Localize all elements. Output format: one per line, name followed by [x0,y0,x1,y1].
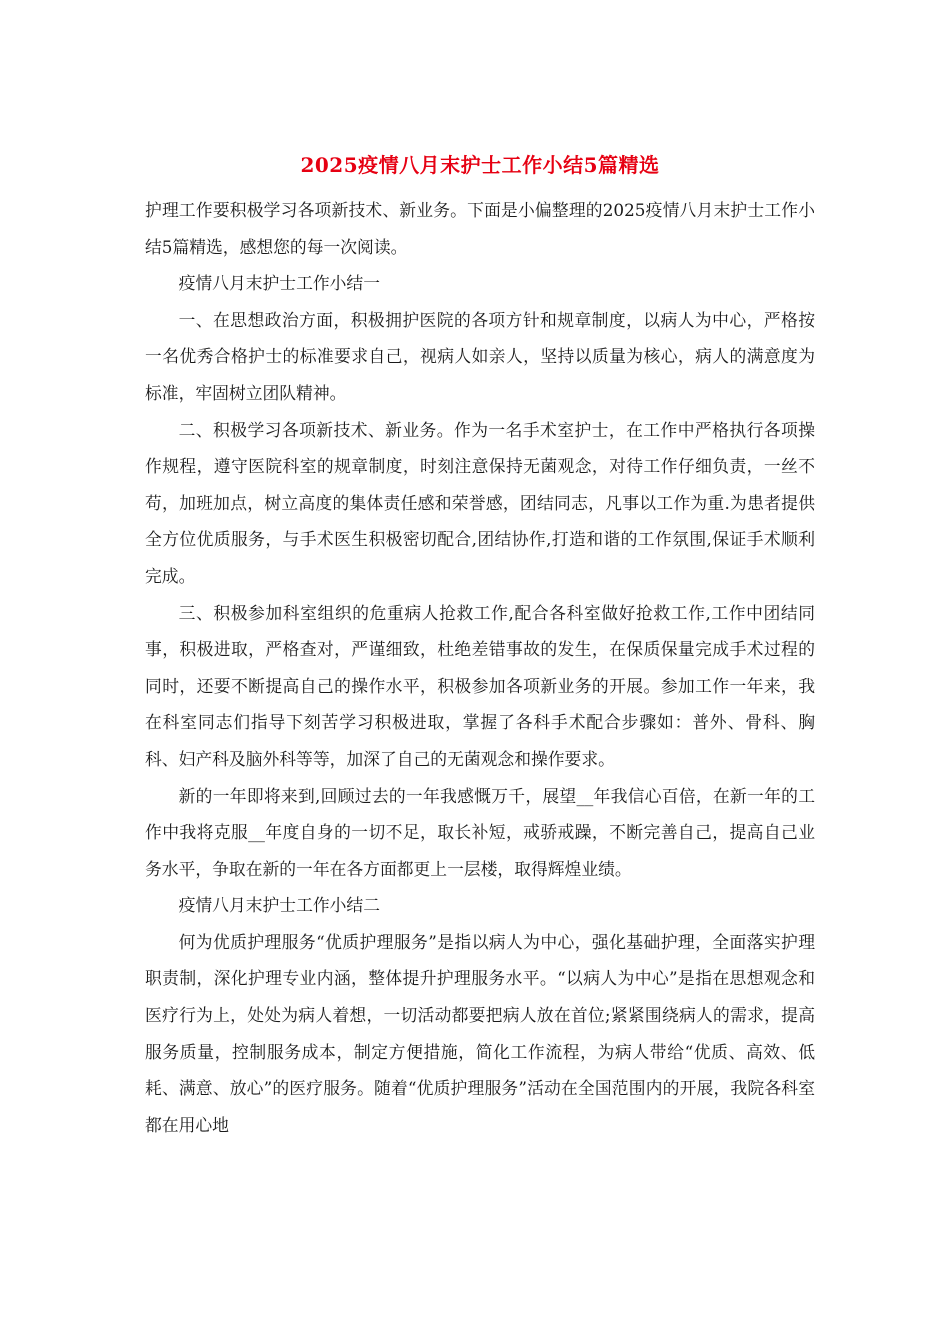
body-paragraph: 一、在思想政治方面，积极拥护医院的各项方针和规章制度，以病人为中心，严格按一名优秀合格护士的标准要求自己，视病人如亲人，坚持以质量为核心，病人的满意度为标准，牢固树立团队精神。 [145,309,815,403]
section-heading-1: 疫情八月末护士工作小结一 [178,273,380,294]
body-paragraph: 新的一年即将来到,回顾过去的一年我感慨万千，展望__年我信心百倍，在新一年的工作中我将克服__年度自身的一切不足，取长补短，戒骄戒躁，不断完善自己，提高自己业务水平，争取在新的一年在各方面都更上一层楼，取得辉煌业绩。 [145,785,815,879]
intro-paragraph: 护理工作要积极学习各项新技术、新业务。下面是小偏整理的2025疫情八月末护士工作小结5篇精选，感想您的每一次阅读。 [145,200,815,257]
document-page [145,150,815,1143]
section-heading-2: 疫情八月末护士工作小结二 [178,895,380,916]
body-paragraph: 三、积极参加科室组织的危重病人抢救工作,配合各科室做好抢救工作,工作中团结同事，积极进取，严格查对，严谨细致，杜绝差错事故的发生，在保质保量完成手术过程的同时，还要不断提高自己的操作水平，积极参加各项新业务的开展。参加工作一年来，我在科室同志们指导下刻苦学习积极进取，掌握了各科手术配合步骤如：普外、骨科、胸科、妇产科及脑外科等等，加深了自己的无菌观念和操作要求。 [145,602,815,769]
body-paragraph: 何为优质护理服务“优质护理服务”是指以病人为中心，强化基础护理，全面落实护理职责制，深化护理专业内涵，整体提升护理服务水平。“以病人为中心”是指在思想观念和医疗行为上，处处为病人着想，一切活动都要把病人放在首位;紧紧围绕病人的需求，提高服务质量，控制服务成本，制定方便措施，简化工作流程，为病人带给“优质、高效、低耗、满意、放心”的医疗服务。随着“优质护理服务”活动在全国范围内的开展，我院各科室都在用心地 [145,931,815,1135]
body-paragraph: 二、积极学习各项新技术、新业务。作为一名手术室护士，在工作中严格执行各项操作规程，遵守医院科室的规章制度，时刻注意保持无菌观念，对待工作仔细负责，一丝不苟，加班加点，树立高度的集体责任感和荣誉感，团结同志，凡事以工作为重.为患者提供全方位优质服务，与手术医生积极密切配合,团结协作,打造和谐的工作氛围,保证手术顺利完成。 [145,419,815,586]
document-body [145,192,815,1143]
document-title: 2025疫情八月末护士工作小结5篇精选 [300,153,660,177]
